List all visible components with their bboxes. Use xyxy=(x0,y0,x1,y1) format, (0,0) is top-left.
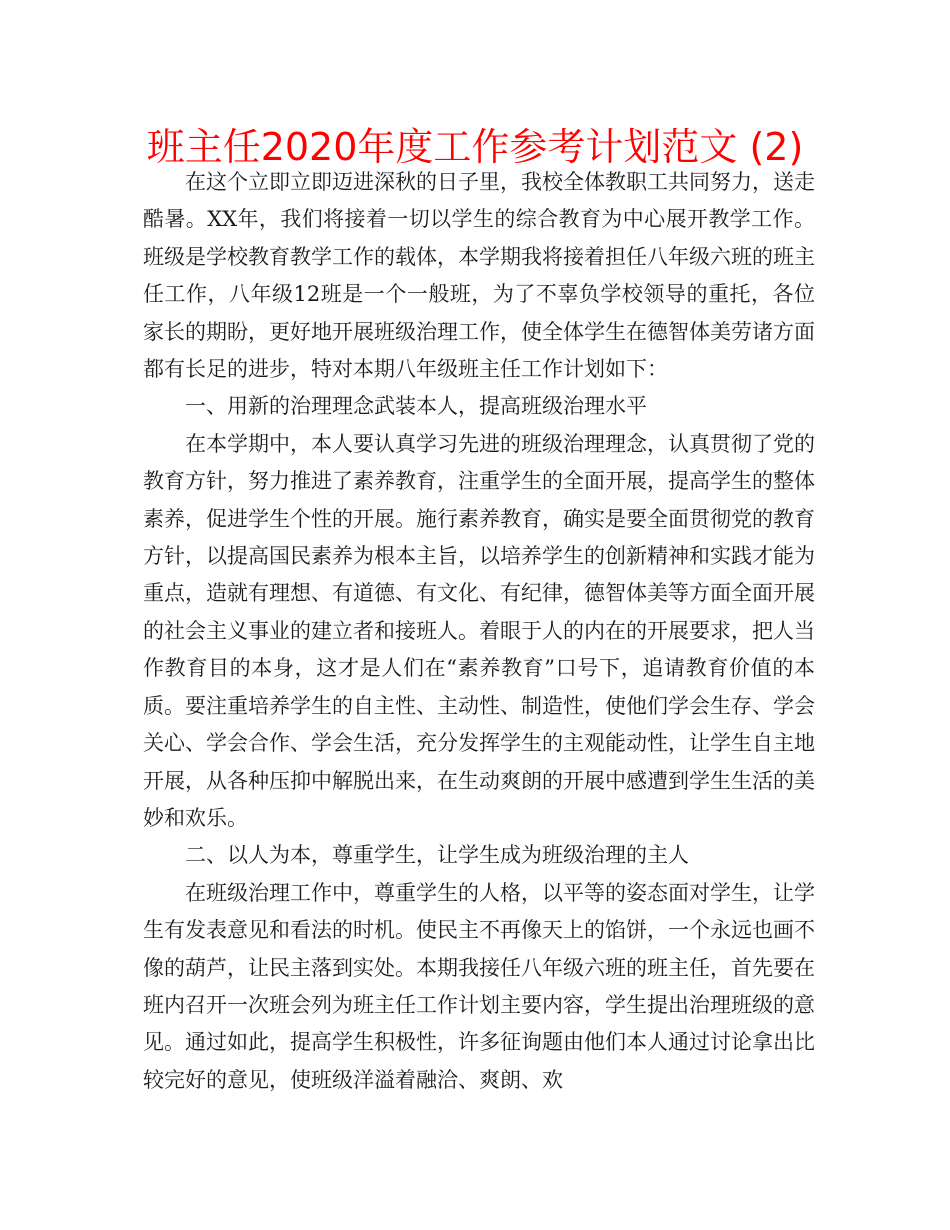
document-body xyxy=(143,164,815,1099)
document-title: 班主任2020年度工作参考计划范文 (2) xyxy=(146,125,804,169)
section-heading-2: 二、以人为本，尊重学生，让学生成为班级治理的主人 xyxy=(185,843,689,868)
paragraph-section-1: 在本学期中，本人要认真学习先进的班级治理理念，认真贯彻了党的教育方针，努力推进了素养教育，注重学生的全面开展，提高学生的整体素养，促进学生个性的开展。施行素养教育，确实是要全面贯彻党的教育方针，以提高国民素养为根本主旨，以培养学生的创新精神和实践才能为重点，造就有理想、有道德、有文化、有纪律，德智体美等方面全面开展的社会主义事业的建立者和接班人。着眼于人的内在的开展要求，把人当作教育目的本身，这才是人们在“素养教育”口号下，追请教育价值的本质。要注重培养学生的自主性、主动性、制造性，使他们学会生存、学会关心、学会合作、学会生活，充分发挥学生的主观能动性，让学生自主地开展，从各种压抑中解脱出来，在生动爽朗的开展中感遭到学生生活的美妙和欢乐。 xyxy=(143,431,815,830)
section-heading-1: 一、用新的治理理念武装本人，提高班级治理水平 xyxy=(185,394,647,419)
paragraph-section-2: 在班级治理工作中，尊重学生的人格，以平等的姿态面对学生，让学生有发表意见和看法的时机。使民主不再像天上的馅饼，一个永远也画不像的葫芦，让民主落到实处。本期我接任八年级六班的班主任，首先要在班内召开一次班会列为班主任工作计划主要内容，学生提出治理班级的意见。通过如此，提高学生积极性，许多征询题由他们本人通过讨论拿出比较完好的意见，使班级洋溢着融洽、爽朗、欢 xyxy=(143,880,815,1092)
paragraph-intro: 在这个立即立即迈进深秋的日子里，我校全体教职工共同努力，送走酷暑。XX年，我们将接着一切以学生的综合教育为中心展开教学工作。班级是学校教育教学工作的载体，本学期我将接着担任八年级六班的班主任工作，八年级12班是一个一般班，为了不辜负学校领导的重托，各位家长的期盼，更好地开展班级治理工作，使全体学生在德智体美劳诸方面都有长足的进步，特对本期八年级班主任工作计划如下： xyxy=(143,170,815,382)
